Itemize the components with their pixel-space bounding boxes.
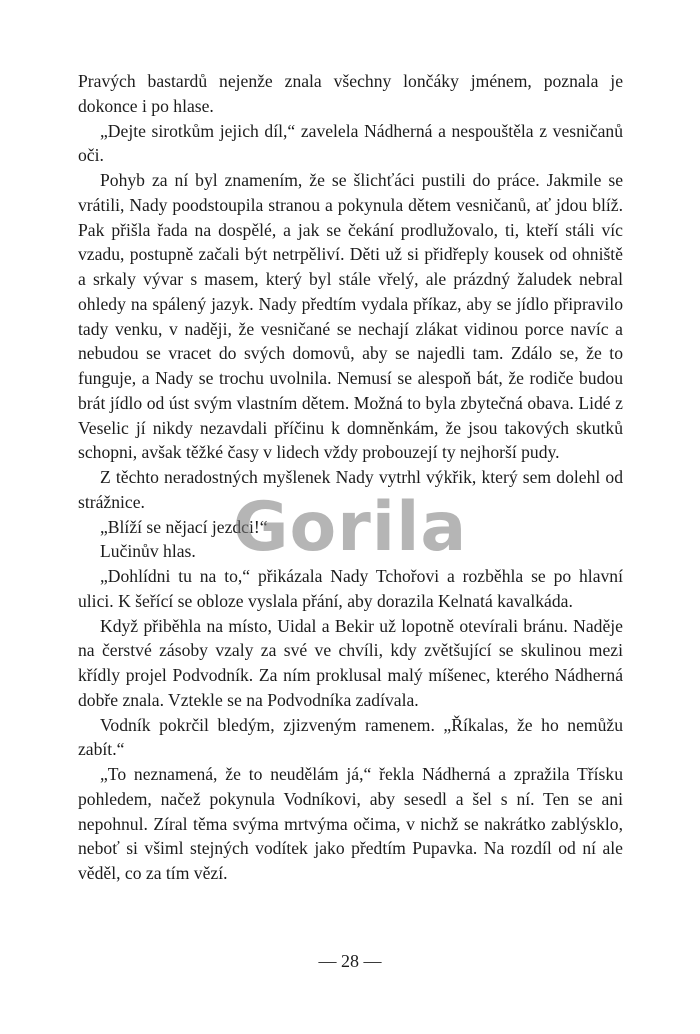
paragraph-4: Z těchto neradostných myšlenek Nady vytrhl výkřik, který sem dolehl od strážnice.: [78, 467, 623, 512]
paragraph-1: Pravých bastardů nejenže znala všechny lončáky jménem, poznala je dokonce i po hlase.: [78, 71, 623, 116]
body-text: [78, 69, 623, 886]
paragraph-8: Když přiběhla na místo, Uidal a Bekir už lopotně otevírali bránu. Naděje na čerstvé zásoby vzaly za své ve chvíli, kdy zvětšující se skulinou mezi křídly projel Podvodník. Za ním proklusal malý míšenec, kterého Nádherná dobře znala. Vztekle se na Podvodníka zadívala.: [78, 615, 623, 710]
paragraph-10: „To neznamená, že to neudělám já,“ řekla Nádherná a zpražila Třísku pohledem, načež pokynula Vodníkovi, aby sesedl a šel s ní. Ten se ani nepohnul. Zíral těma svýma mrtvýma očima, v nichž se nakrátko zablýsklo, neboť si všiml stejných vodítek jako předtím Pupavka. Na rozdíl od ní ale věděl, co za tím vězí.: [78, 764, 623, 883]
paragraph-5: „Blíží se nějací jezdci!“: [100, 516, 268, 537]
paragraph-7: „Dohlídni tu na to,“ přikázala Nady Tchořovi a rozběhla se po hlavní ulici. K šeřící se obloze vyslala přání, aby dorazila Kelnatá kavalkáda.: [78, 566, 623, 611]
paragraph-6: Lučinův hlas.: [100, 541, 196, 562]
paragraph-9: Vodník pokrčil bledým, zjizveným ramenem. „Říkalas, že ho nemůžu zabít.“: [78, 714, 623, 760]
paragraph-2: „Dejte sirotkům jejich díl,“ zavelela Nádherná a nespouštěla z vesničanů oči.: [78, 120, 623, 166]
paragraph-3: Pohyb za ní byl znamením, že se šlichťáci pustili do práce. Jakmile se vrátili, Nady poodstoupila stranou a pokynula dětem vesničanů, ať jdou blíž. Pak přišla řada na dospělé, a jak se čekání prodlužovalo, ti, kteří stáli víc vzadu, postupně začali být netrpěliví. Děti už si přidřeply kousek od ohniště a srkaly vývar s masem, který byl stále vřelý, ale prázdný žaludek nebral ohledy na spálený jazyk. Nady předtím vydala příkaz, aby se jídlo připravilo tady venku, v naději, že vesničané se nechají zlákat vidinou porce navíc a nebudou se vracet do svých domovů, aby se najedli tam. Zdálo se, že to funguje, a Nady se trochu uvolnila. Nemusí se alespoň bát, že rodiče budou brát jídlo od úst svým vlastním dětem. Možná to byla zbytečná obava. Lidé z Veselic jí nikdy nezavdali příčinu k domněnkám, že jsou takových skutků schopni, avšak těžké časy v lidech vždy probouzejí ty nejhorší pudy.: [78, 170, 623, 463]
publisher-watermark: Gorila: [232, 488, 468, 567]
page-number: — 28 —: [318, 951, 382, 971]
